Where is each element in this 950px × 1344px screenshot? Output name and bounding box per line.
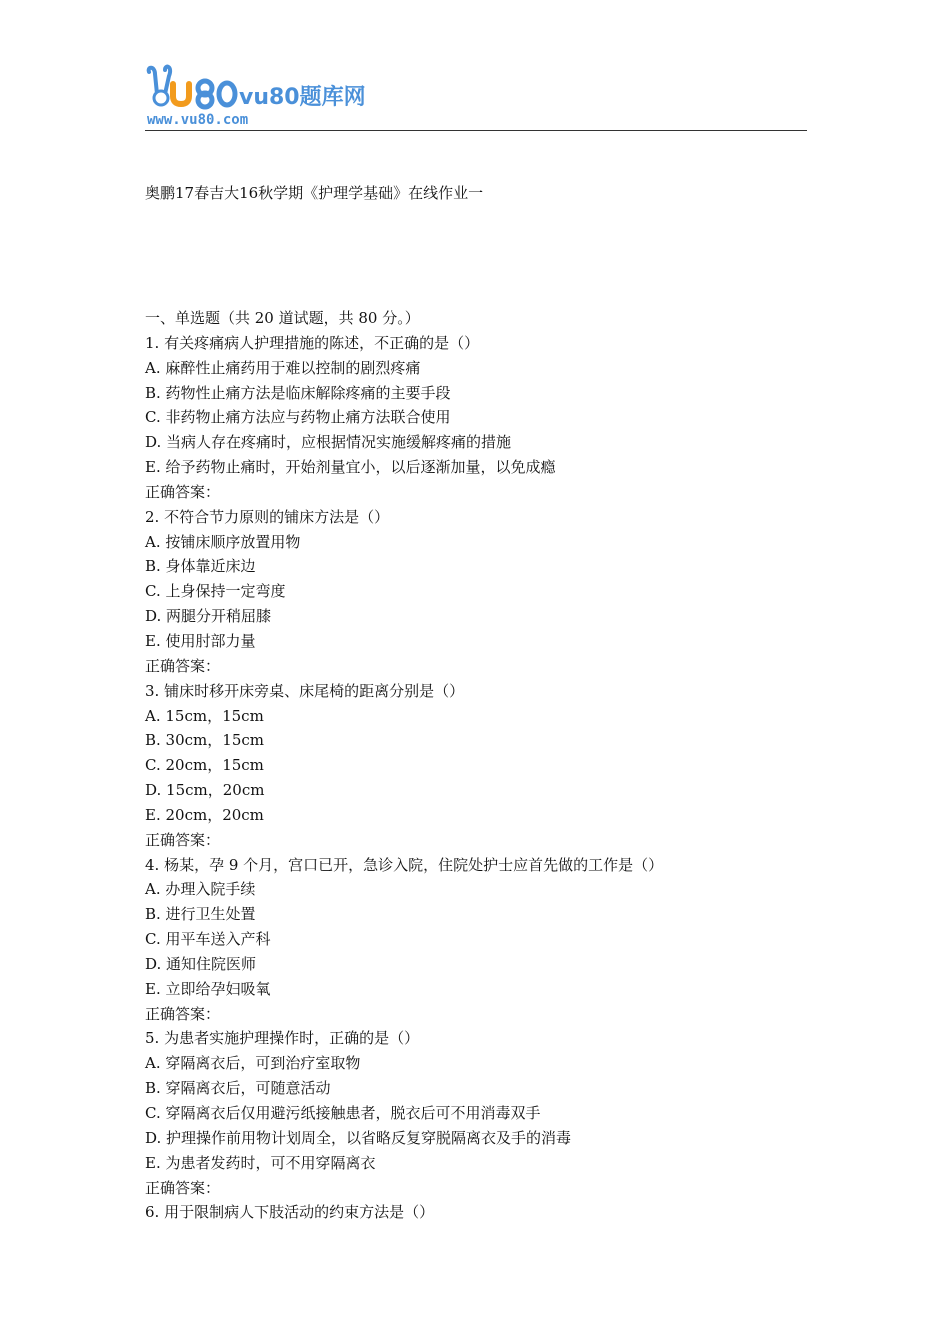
question-stem: 5. 为患者实施护理操作时，正确的是（） [145, 1029, 420, 1048]
option-b: B. 药物性止痛方法是临床解除疼痛的主要手段 [145, 383, 451, 402]
option-b: B. 30cm，15cm [145, 731, 264, 750]
option-e: E. 立即给孕妇吸氧 [145, 979, 271, 998]
logo-brand-text: vu80题库网 [239, 85, 366, 110]
option-d: D. 当病人存在疼痛时，应根据情况实施缓解疼痛的措施 [145, 433, 512, 452]
option-e: E. 给予药物止痛时，开始剂量宜小，以后逐渐加量，以免成瘾 [145, 458, 556, 477]
question-5 [145, 1026, 825, 1200]
question-1 [145, 331, 825, 505]
question-list [145, 306, 825, 1225]
option-b: B. 进行卫生处置 [145, 905, 256, 924]
question-6 [145, 1200, 825, 1225]
question-3 [145, 679, 825, 853]
question-2 [145, 505, 825, 679]
option-c: C. 非药物止痛方法应与药物止痛方法联合使用 [145, 408, 451, 427]
option-e: E. 为患者发药时，可不用穿隔离衣 [145, 1153, 376, 1172]
document-title: 奥鹏17春吉大16秋学期《护理学基础》在线作业一 [145, 184, 484, 202]
page-header [145, 62, 807, 131]
option-a: A. 办理入院手续 [145, 880, 256, 899]
question-4 [145, 853, 825, 1027]
option-b: B. 穿隔离衣后，可随意活动 [145, 1079, 331, 1098]
vu80-logo [145, 64, 366, 128]
option-c: C. 用平车送入产科 [145, 930, 271, 949]
answer-label: 正确答案： [145, 1004, 221, 1023]
answer-label: 正确答案： [145, 830, 221, 849]
option-c: C. 20cm，15cm [145, 756, 264, 775]
option-d: D. 两腿分开稍屈膝 [145, 607, 272, 626]
option-a: A. 穿隔离衣后，可到治疗室取物 [145, 1054, 361, 1073]
option-b: B. 身体靠近床边 [145, 557, 256, 576]
question-stem: 6. 用于限制病人下肢活动的约束方法是（） [145, 1203, 435, 1222]
option-a: A. 按铺床顺序放置用物 [145, 532, 301, 551]
answer-label: 正确答案： [145, 1178, 221, 1197]
question-stem: 1. 有关疼痛病人护理措施的陈述，不正确的是（） [145, 333, 480, 352]
option-e: E. 20cm，20cm [145, 805, 264, 824]
option-c: C. 穿隔离衣后仅用避污纸接触患者，脱衣后可不用消毒双手 [145, 1104, 541, 1122]
option-d: D. 护理操作前用物计划周全，以省略反复穿脱隔离衣及手的消毒 [145, 1128, 572, 1147]
option-e: E. 使用肘部力量 [145, 631, 256, 650]
section-heading: 一、单选题（共 20 道试题，共 80 分。） [145, 309, 420, 327]
option-a: A. 15cm，15cm [145, 706, 264, 725]
option-d: D. 15cm，20cm [145, 781, 265, 800]
logo-url-text: www.vu80.com [147, 112, 249, 128]
question-stem: 4. 杨某，孕 9 个月，宫口已开，急诊入院，住院处护士应首先做的工作是（） [145, 855, 664, 874]
question-stem: 3. 铺床时移开床旁桌、床尾椅的距离分别是（） [145, 681, 465, 700]
answer-label: 正确答案： [145, 482, 221, 501]
option-c: C. 上身保持一定弯度 [145, 582, 286, 601]
question-stem: 2. 不符合节力原则的铺床方法是（） [145, 507, 390, 526]
option-a: A. 麻醉性止痛药用于难以控制的剧烈疼痛 [145, 358, 421, 377]
answer-label: 正确答案： [145, 656, 221, 675]
option-d: D. 通知住院医师 [145, 954, 257, 973]
